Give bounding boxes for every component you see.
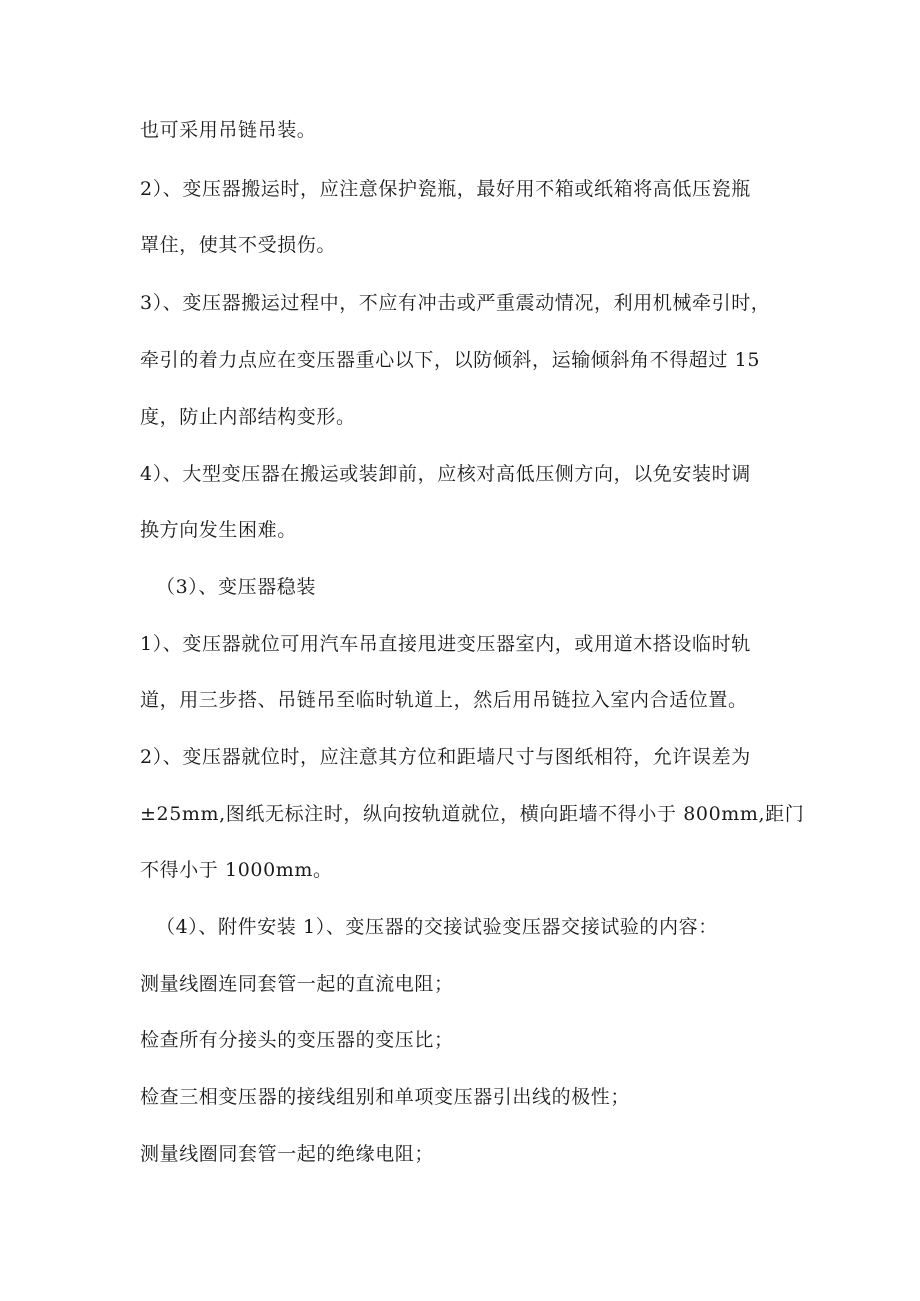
text-line: 3）、变压器搬运过程中，不应有冲击或严重震动情况，利用机械牵引时， [140,292,771,314]
text-line: 罩住，使其不受损伤。 [140,234,337,256]
text-line: 检查三相变压器的接线组别和单项变压器引出线的极性； [140,1086,631,1108]
text-line: 测量线圈连同套管一起的直流电阻； [140,973,454,995]
text-line: 牵引的着力点应在变压器重心以下，以防倾斜，运输倾斜角不得超过 15 [140,349,761,371]
text-line: ±25mm,图纸无标注时，纵向按轨道就位，横向距墙不得小于 800mm,距门 [140,803,805,825]
text-line: 测量线圈同套管一起的绝缘电阻； [140,1143,435,1165]
text-line: 道，用三步搭、吊链吊至临时轨道上，然后用吊链拉入室内合适位置。 [140,689,748,711]
text-line: 2）、变压器就位时，应注意其方位和距墙尺寸与图纸相符，允许误差为 [140,746,751,768]
text-line: 度，防止内部结构变形。 [140,406,356,428]
text-line: 2）、变压器搬运时，应注意保护瓷瓶，最好用不箱或纸箱将高低压瓷瓶 [140,178,751,200]
text-line: 1）、变压器就位可用汽车吊直接甩进变压器室内，或用道木搭设临时轨 [140,633,751,655]
text-line: 检查所有分接头的变压器的变压比； [140,1029,454,1051]
text-line: 也可采用吊链吊装。 [140,119,317,141]
section-heading: （3）、变压器稳装 [156,576,316,598]
text-line: 不得小于 1000mm。 [140,859,333,881]
text-line: 4）、大型变压器在搬运或装卸前，应核对高低压侧方向，以免安装时调 [140,463,751,485]
section-heading: （4）、附件安装 1）、变压器的交接试验变压器交接试验的内容： [156,916,718,938]
text-line: 换方向发生困难。 [140,519,297,541]
